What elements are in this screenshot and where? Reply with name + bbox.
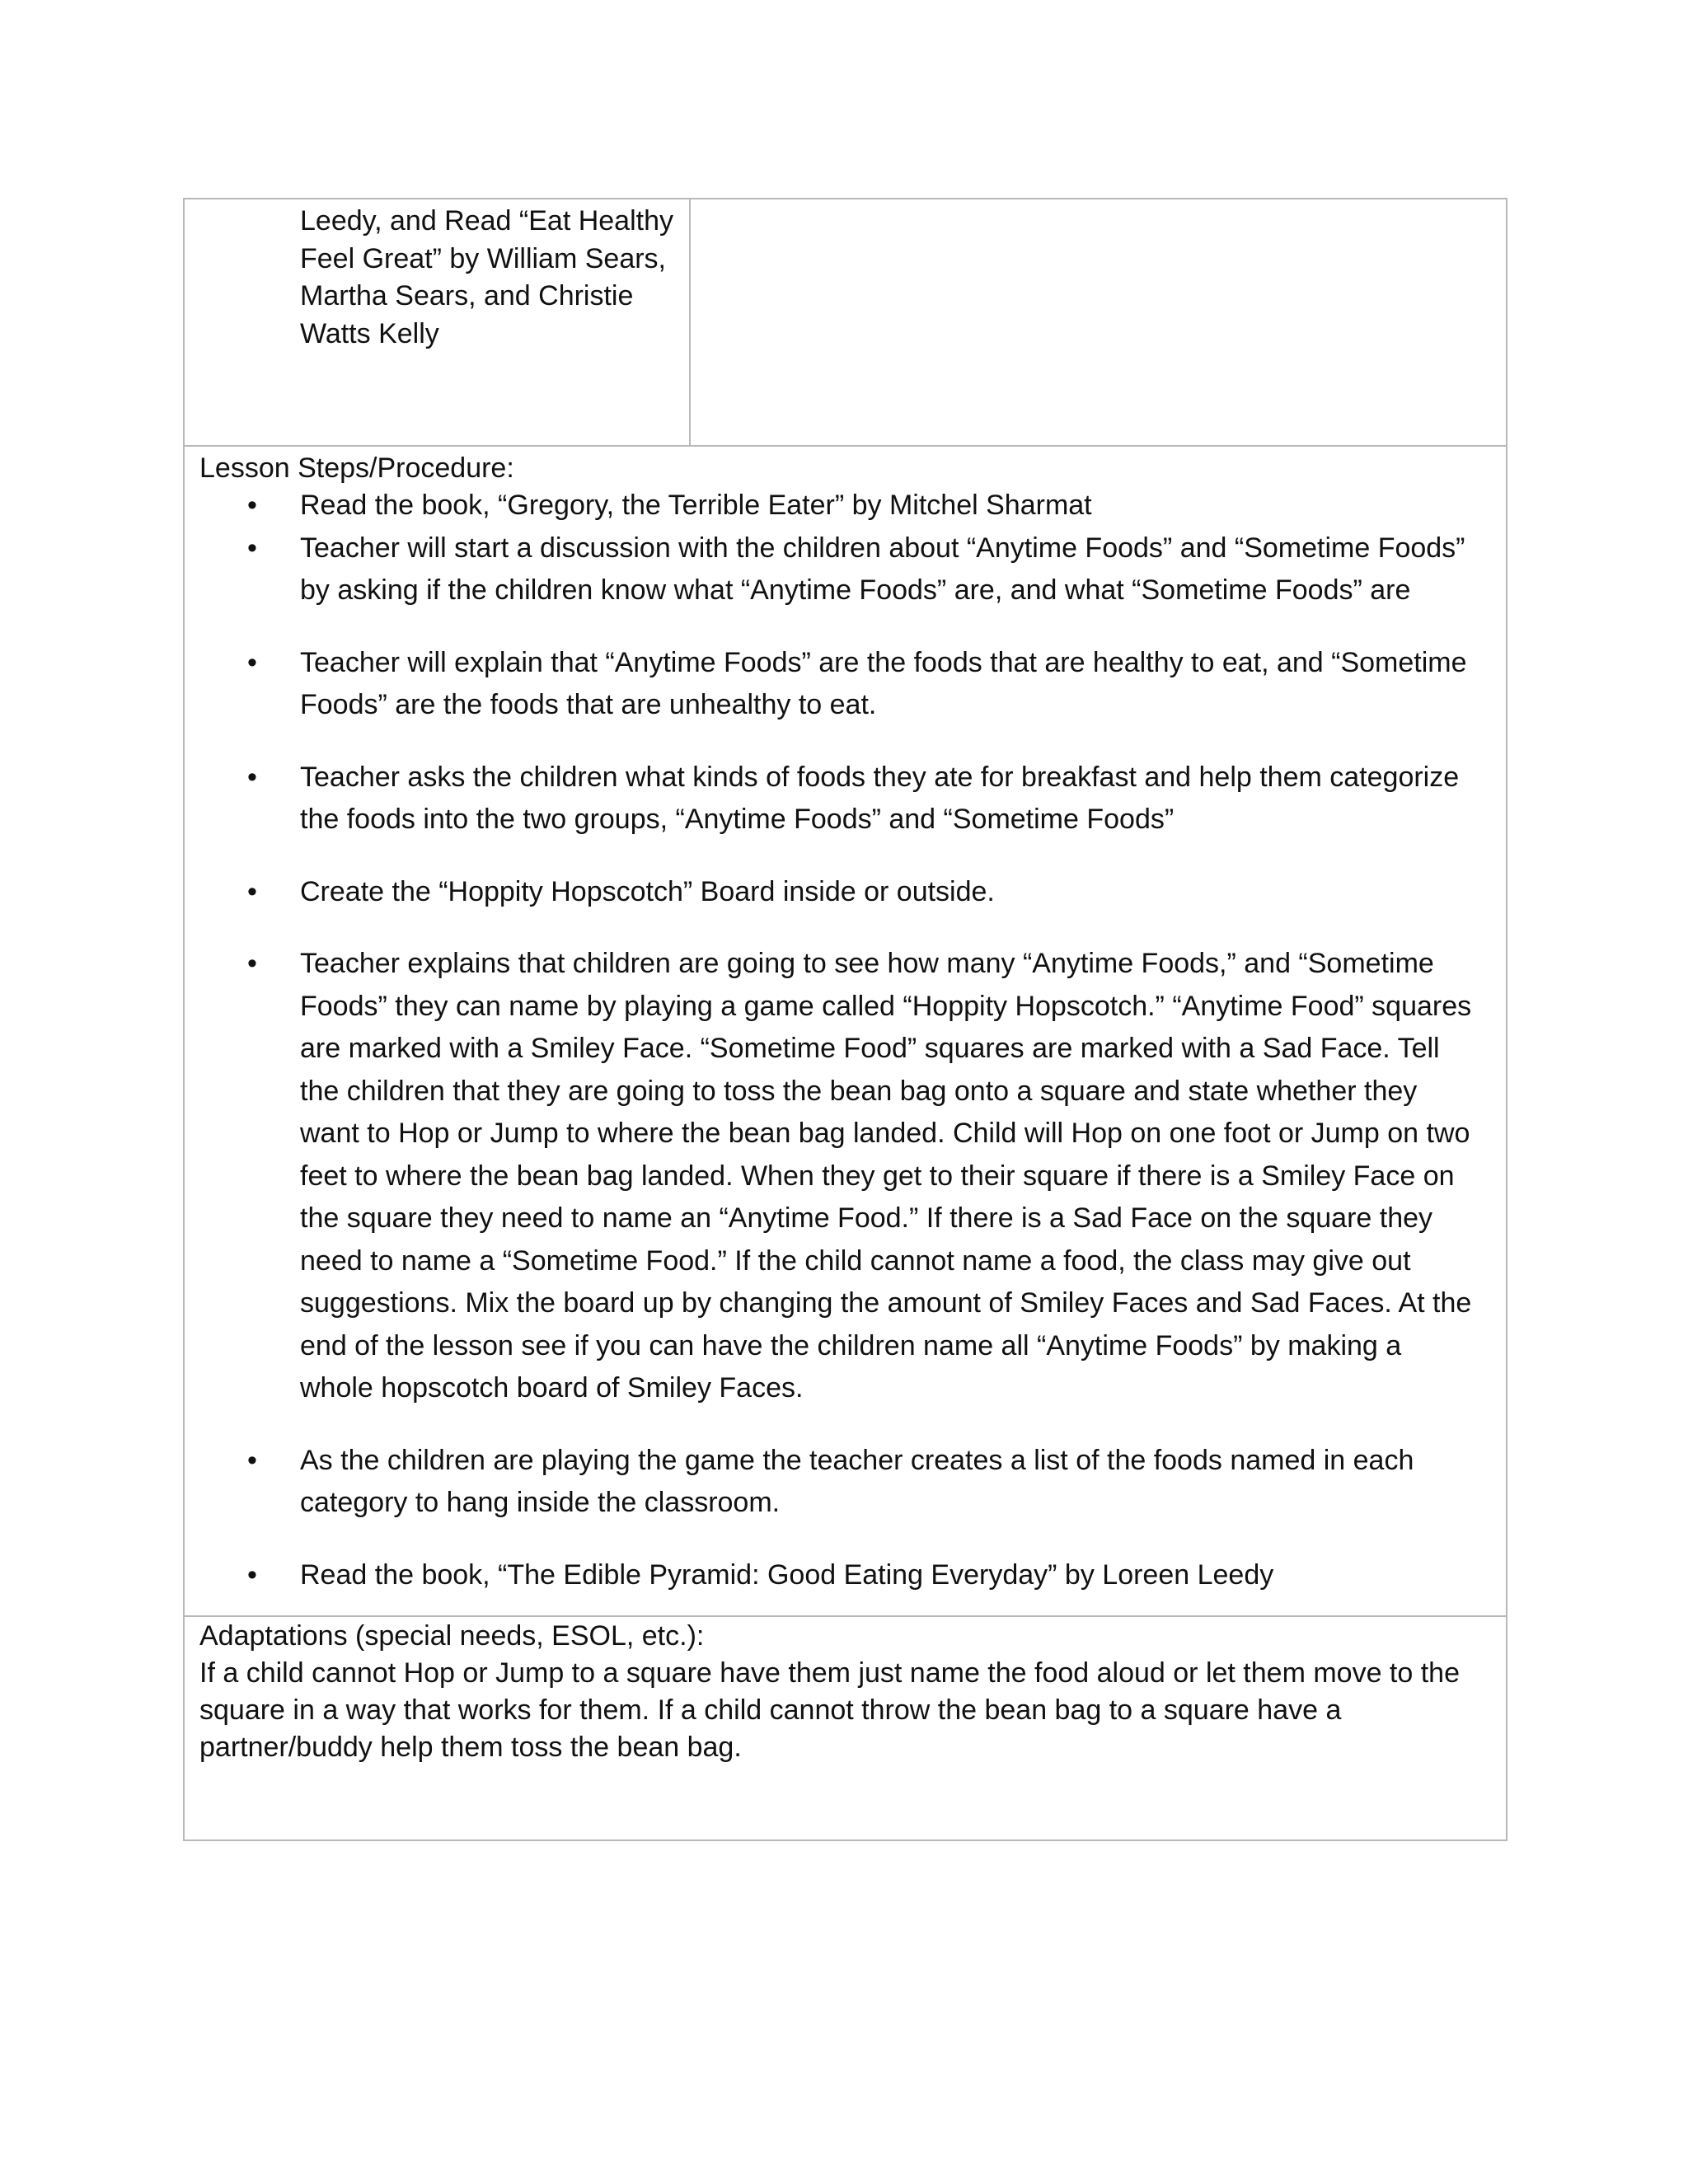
bullet-icon: •	[247, 1558, 257, 1591]
step-text: Teacher explains that children are going to see how many “Anytime Foods,” and “Sometime Foods” they can name by playing a game called “Hoppity Hopscotch.” “Anytime Food” squares are marked with a Smiley Face. “Sometime Food” squares are marked with a Sad Face. Tell the children that they are going to toss the bean bag onto a square and state whether they want to Hop or Jump to where the bean bag landed. Child will Hop on one foot or Jump on two feet to where the bean bag landed. When they get to their square if there is a Smiley Face on the square they need to name an “Anytime Food.” If there is a Sad Face on the square they need to name a “Sometime Food.” If the child cannot name a food, the class may give out suggestions. Mix the board up by changing the amount of Smiley Faces and Sad Faces. At the end of the lesson see if you can have the children name all “Anytime Foods” by making a whole hopscotch board of Smiley Faces.	[300, 948, 1472, 1404]
list-item	[185, 1440, 1506, 1525]
list-item	[185, 642, 1506, 727]
adaptations-row	[185, 1617, 1506, 1840]
step-text: Teacher will explain that “Anytime Foods” are the foods that are healthy to eat, and “Sometime Foods” are the foods that are unhealthy to eat.	[300, 646, 1467, 720]
step-text: Teacher asks the children what kinds of foods they ate for breakfast and help them categorize the foods into the two groups, “Anytime Foods” and “Sometime Foods”	[300, 761, 1460, 835]
lesson-plan-table	[183, 198, 1507, 1841]
resources-cell-text: Leedy, and Read “Eat Healthy Feel Great” by William Sears, Martha Sears, and Christie Watts Kelly	[300, 205, 673, 349]
lesson-steps-row	[185, 447, 1506, 1617]
bullet-icon: •	[247, 1444, 257, 1476]
column-divider	[689, 199, 691, 447]
bullet-icon: •	[247, 948, 257, 979]
bullet-icon: •	[247, 875, 257, 907]
list-item	[185, 757, 1506, 841]
list-item	[185, 871, 1506, 914]
bullet-icon: •	[247, 761, 257, 793]
step-text: Read the book, “Gregory, the Terrible Eater” by Mitchel Sharmat	[300, 490, 1092, 521]
adaptations-text: If a child cannot Hop or Jump to a square have them just name the food aloud or let them move to the square in a way that works for them. If a child cannot throw the bean bag to a square have a partner/buddy help them toss the bean bag.	[199, 1657, 1460, 1763]
step-text: Create the “Hoppity Hopscotch” Board inside or outside.	[300, 875, 995, 907]
step-text: Teacher will start a discussion with the children about “Anytime Foods” and “Sometime Foods” by asking if the children know what “Anytime Foods” are, and what “Sometime Foods” are	[300, 532, 1465, 606]
lesson-steps-heading: Lesson Steps/Procedure:	[199, 452, 514, 484]
bullet-icon: •	[247, 532, 257, 564]
list-item	[185, 1554, 1506, 1597]
resources-row	[185, 199, 1506, 447]
lesson-steps-list	[185, 485, 1506, 1596]
step-text: As the children are playing the game the teacher creates a list of the foods named in each category to hang inside the classroom.	[300, 1444, 1414, 1518]
adaptations-heading: Adaptations (special needs, ESOL, etc.):	[199, 1620, 705, 1652]
list-item	[185, 943, 1506, 1410]
list-item	[185, 527, 1506, 612]
bullet-icon: •	[247, 490, 257, 521]
bullet-icon: •	[247, 646, 257, 678]
list-item	[185, 485, 1506, 527]
step-text: Read the book, “The Edible Pyramid: Good Eating Everyday” by Loreen Leedy	[300, 1558, 1274, 1591]
